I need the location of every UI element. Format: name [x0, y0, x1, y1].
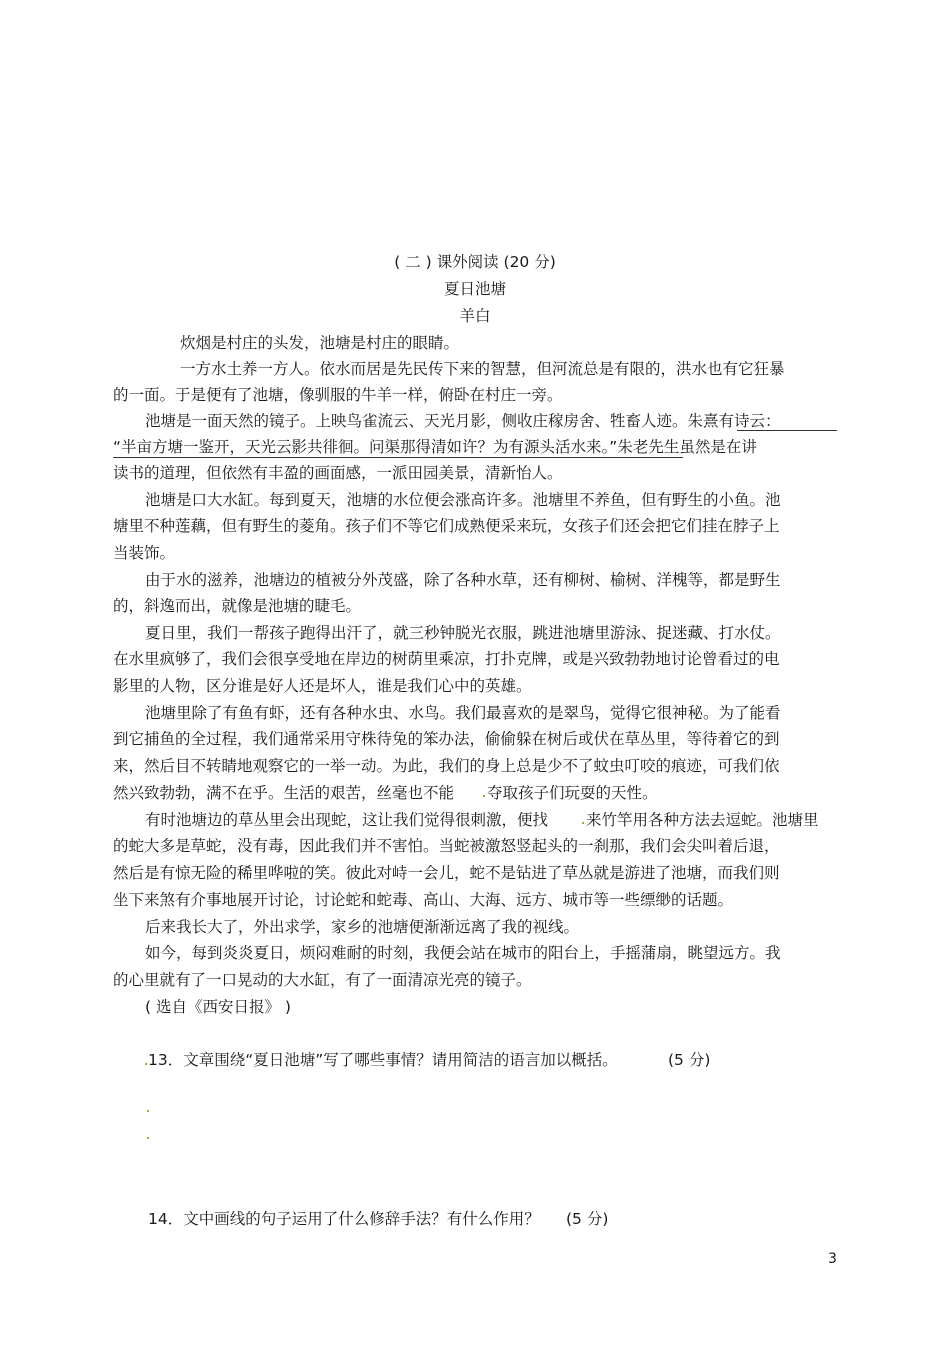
underline-rule: [113, 457, 683, 458]
stray-mark: [582, 822, 584, 824]
paragraph-line: 的心里就有了一口晃动的大水缸，有了一面清凉光亮的镜子。: [113, 971, 532, 989]
paragraph-line: 一方水土养一方人。依水而居是先民传下来的智慧，但河流总是有限的，洪水也有它狂暴: [180, 360, 785, 378]
question-14: 14．文中画线的句子运用了什么修辞手法？有什么作用？: [148, 1210, 540, 1228]
paragraph-line: 然兴致勃勃，满不在乎。生活的艰苦，丝毫也不能: [113, 784, 455, 802]
paragraph-line: 当装饰。: [113, 544, 176, 562]
stray-mark: [483, 795, 485, 797]
paragraph-line: 到它捕鱼的全过程，我们通常采用守株待兔的笨办法，偷偷躲在树后或伏在草丛里，等待着它的到: [113, 730, 780, 748]
answer-mark: [147, 1110, 149, 1112]
paragraph-line: 的，斜逸而出，就像是池塘的睫毛。: [113, 597, 362, 615]
paragraph-line: 影里的人物，区分谁是好人还是坏人，谁是我们心中的英雄。: [113, 677, 532, 695]
paragraph-line: 如今，每到炎炎夏日，烦闷难耐的时刻，我便会站在城市的阳台上，手摇蒲扇，眺望远方。我: [145, 944, 781, 962]
paragraph-line: 夏日里，我们一帮孩子跑得出汗了，就三秒钟脱光衣服，跳进池塘里游泳、捉迷藏、打水仗。: [145, 624, 781, 642]
article-source: ( 选自《西安日报》 ): [145, 998, 291, 1016]
paragraph-line: 池塘是一面天然的镜子。上映鸟雀流云、天光月影，侧收庄稼房舍、牲畜人迹。朱熹有诗云：: [145, 412, 781, 430]
answer-mark: [147, 1137, 149, 1139]
paragraph-line: 的一面。于是便有了池塘，像驯服的牛羊一样，俯卧在村庄一旁。: [113, 386, 563, 404]
paragraph-line: 由于水的滋养，池塘边的植被分外茂盛，除了各种水草，还有柳树、榆树、洋槐等，都是野生: [145, 571, 781, 589]
question-13-score: (5 分): [668, 1051, 711, 1069]
paragraph-line: 在水里疯够了，我们会很享受地在岸边的树荫里乘凉，打扑克牌，或是兴致勃勃地讨论曾看过的电: [113, 650, 780, 668]
paragraph-line: 来竹竿用各种方法去逗蛇。池塘里: [586, 811, 819, 829]
paragraph-line: 塘里不种莲藕，但有野生的菱角。孩子们不等它们成熟便采来玩，女孩子们还会把它们挂在脖子上: [113, 517, 780, 535]
section-heading: ( 二 ) 课外阅读 (20 分): [394, 253, 556, 271]
paragraph-line: 夺取孩子们玩耍的天性。: [487, 784, 658, 802]
paragraph-line: 炊烟是村庄的头发，池塘是村庄的眼睛。: [180, 334, 460, 352]
page-number: 3: [828, 1251, 837, 1267]
paragraph-line: 的蛇大多是草蛇，没有毒，因此我们并不害怕。当蛇被激怒竖起头的一刹那，我们会尖叫着后退，: [113, 837, 780, 855]
paragraph-line: 池塘是口大水缸。每到夏天，池塘的水位便会涨高许多。池塘里不养鱼，但有野生的小鱼。池: [145, 491, 781, 509]
question-13: 13．文章围绕“夏日池塘”写了哪些事情？请用简洁的语言加以概括。: [148, 1051, 618, 1069]
paragraph-line: 读书的道理，但依然有丰盈的画面感，一派田园美景，清新怡人。: [113, 464, 563, 482]
question-14-score: (5 分): [566, 1210, 609, 1228]
underlined-sentence: “半亩方塘一鉴开，天光云影共徘徊。问渠那得清如许？为有源头活水来。”朱老先生虽然是在讲: [113, 438, 757, 456]
paragraph-line: 然后是有惊无险的稀里哗啦的笑。彼此对峙一会儿，蛇不是钻进了草丛就是游进了池塘，而我们则: [113, 864, 780, 882]
underline-rule: [737, 430, 837, 431]
article-author: 羊白: [459, 307, 491, 325]
paragraph-line: 坐下来煞有介事地展开讨论，讨论蛇和蛇毒、高山、大海、远方、城市等一些缥缈的话题。: [113, 891, 734, 909]
paragraph-line: 来，然后目不转睛地观察它的一举一动。为此，我们的身上总是少不了蚊虫叮咬的痕迹，可我们依: [113, 757, 780, 775]
article-title: 夏日池塘: [443, 280, 506, 298]
paragraph-line: 后来我长大了，外出求学，家乡的池塘便渐渐远离了我的视线。: [145, 918, 580, 936]
stray-mark: [145, 1063, 147, 1065]
paragraph-line: 有时池塘边的草丛里会出现蛇，这让我们觉得很刺激，便找: [145, 811, 549, 829]
paragraph-line: 池塘里除了有鱼有虾，还有各种水虫、水鸟。我们最喜欢的是翠鸟，觉得它很神秘。为了能看: [145, 704, 781, 722]
